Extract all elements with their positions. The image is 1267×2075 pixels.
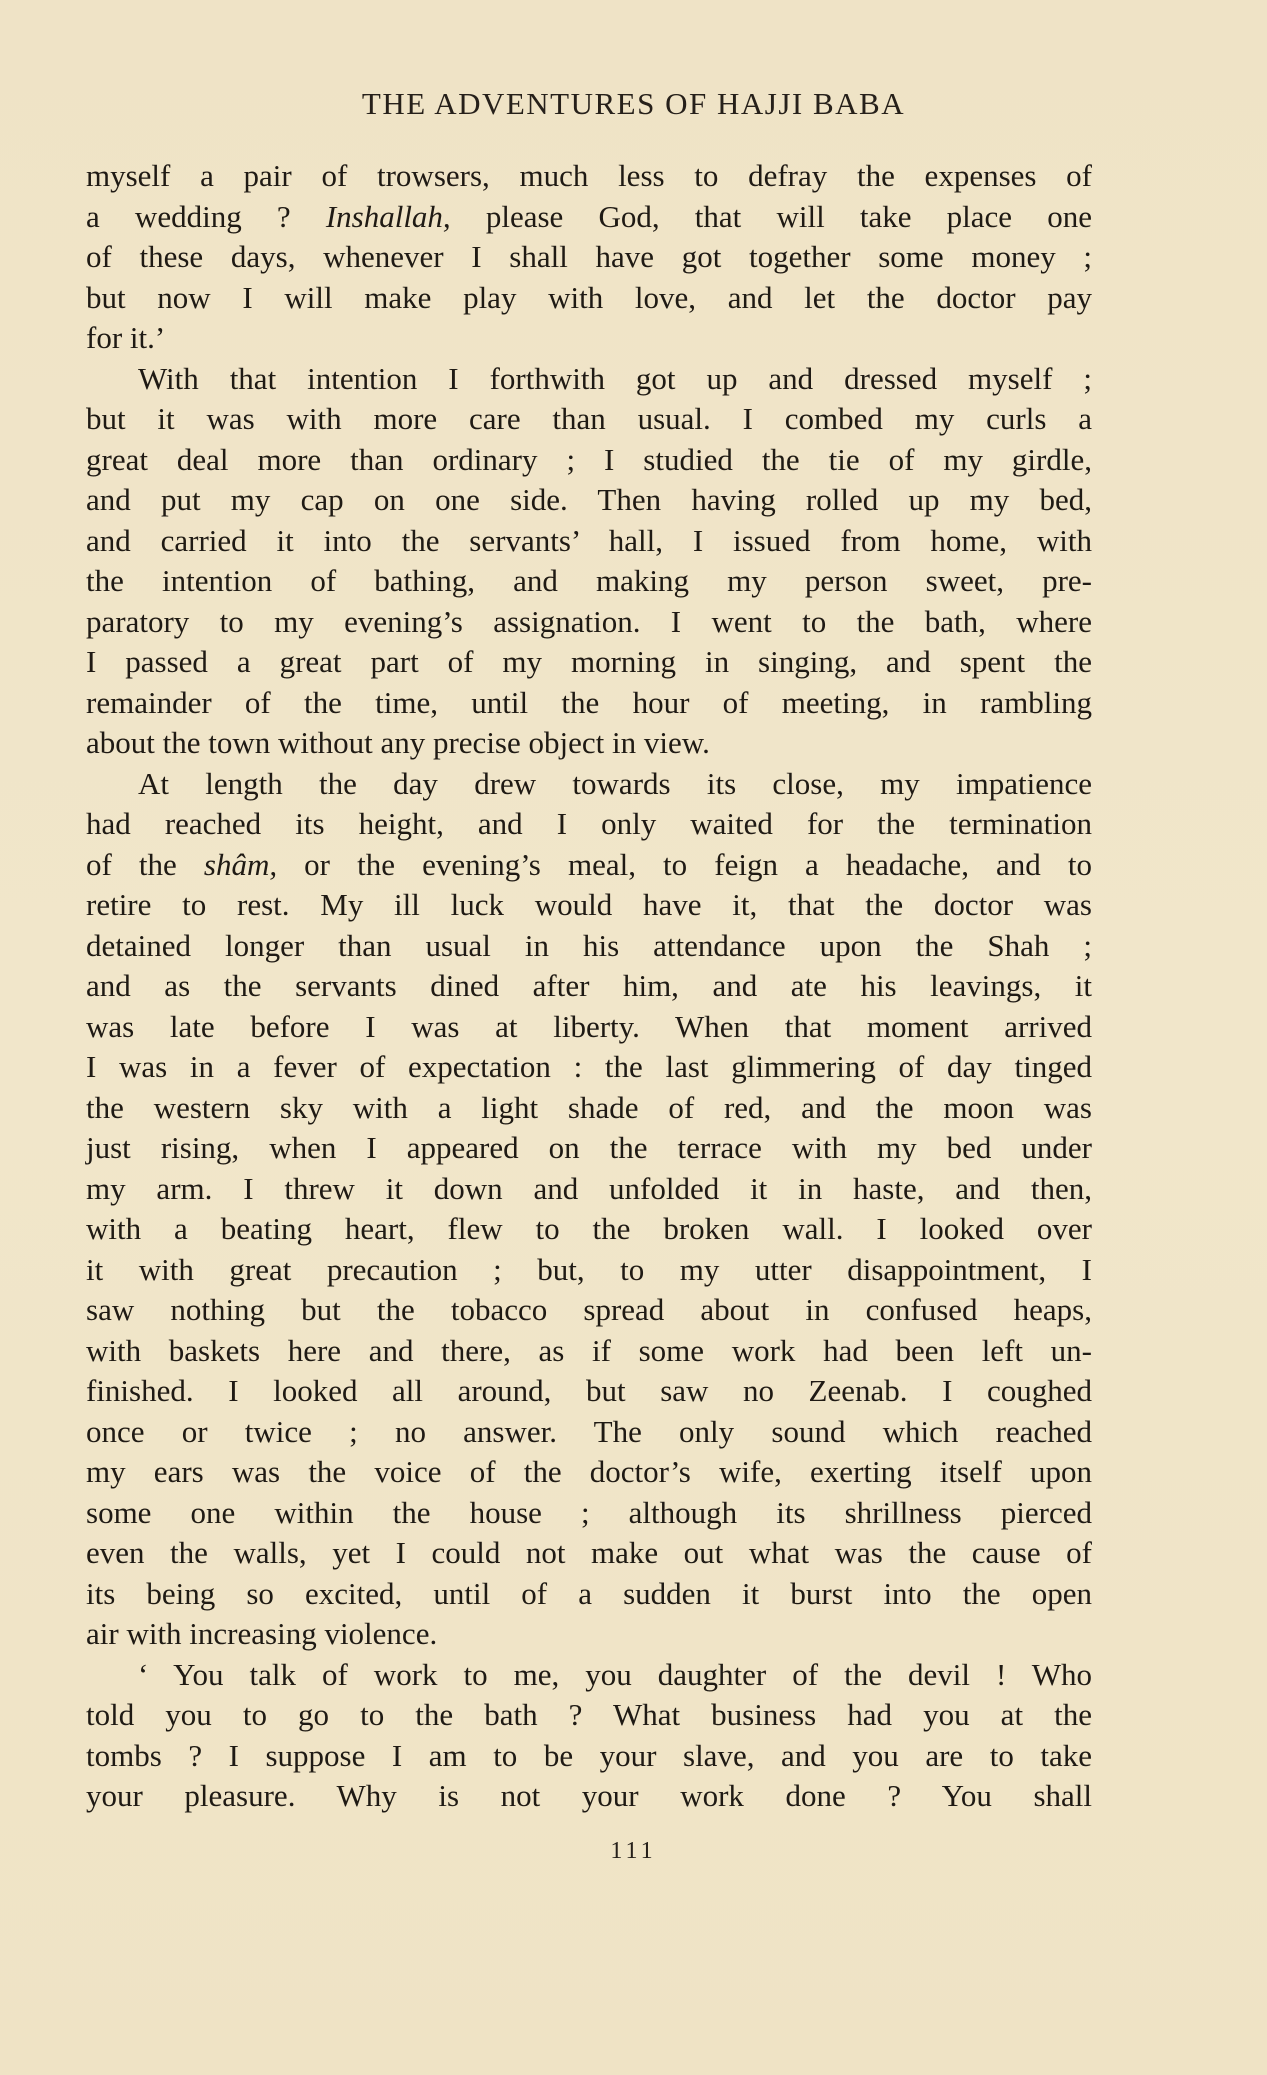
text-run: was late before I was at liberty. When that moment arrived: [86, 1008, 1092, 1044]
text-line: [86, 1776, 1092, 1817]
text-run: and put my cap on one side. Then having rolled up my bed,: [86, 482, 1092, 517]
text-run: for it.’: [86, 320, 166, 355]
text-run: I was in a fever of expectation : the last glimmering of day tinged: [86, 1049, 1092, 1084]
text-line: [86, 1736, 1092, 1777]
text-run: finished. I looked all around, but saw no Zeenab. I coughed: [86, 1373, 1092, 1408]
body-text: [86, 156, 1092, 1817]
text-line: [86, 926, 1092, 967]
text-run: paratory to my evening’s assignation. I went to the bath, where: [86, 603, 1092, 639]
text-run: great deal more than ordinary ; I studied the tie of my girdle,: [86, 441, 1092, 477]
text-line: [86, 602, 1092, 643]
text-run: its being so excited, until of a sudden it burst into the open: [86, 1575, 1092, 1611]
text-line: [86, 480, 1092, 521]
text-run: With that intention I forthwith got up and dressed myself ;: [138, 360, 1092, 396]
text-line: [86, 1250, 1092, 1291]
page-number: 111: [610, 1838, 657, 1864]
text-run: and as the servants dined after him, and ate his leavings, it: [86, 968, 1092, 1003]
text-run: even the walls, yet I could not make out what was the cause of: [86, 1535, 1092, 1570]
text-line: [86, 318, 1092, 359]
text-line: [86, 521, 1092, 562]
text-line: [86, 804, 1092, 845]
text-run: ‘ You talk of work to me, you daughter of the devil ! Who: [138, 1656, 1092, 1692]
italic-word: shâm,: [203, 846, 278, 882]
text-line: [86, 561, 1092, 602]
text-line: [86, 845, 1092, 886]
text-line: [86, 156, 1092, 197]
text-run: but it was with more care than usual. I combed my curls a: [86, 401, 1092, 436]
text-line: [86, 440, 1092, 481]
text-run: of these days, whenever I shall have got together some money ;: [86, 239, 1092, 274]
text-run: once or twice ; no answer. The only sound which reached: [86, 1413, 1092, 1449]
text-line: [86, 1169, 1092, 1210]
text-run: tombs ? I suppose I am to be your slave, and you are to take: [86, 1737, 1092, 1773]
text-run: it with great precaution ; but, to my utter disappointment, I: [86, 1251, 1092, 1287]
text-line: [86, 683, 1092, 724]
text-run: I passed a great part of my morning in singing, and spent the: [86, 644, 1092, 679]
text-run: just rising, when I appeared on the terrace with my bed under: [86, 1130, 1092, 1165]
text-line: [86, 1331, 1092, 1372]
text-run: saw nothing but the tobacco spread about in confused heaps,: [86, 1292, 1092, 1327]
text-run: and carried it into the servants’ hall, I issued from home, with: [86, 522, 1092, 558]
text-line: [86, 642, 1092, 683]
text-line: [86, 1614, 1092, 1655]
text-run: retire to rest. My ill luck would have it, that the doctor was: [86, 887, 1092, 922]
text-line: [86, 1574, 1092, 1615]
text-line: [86, 1290, 1092, 1331]
text-run: please God, that will take place one: [450, 198, 1092, 234]
text-line: [86, 1128, 1092, 1169]
text-run: the western sky with a light shade of red, and the moon was: [86, 1089, 1092, 1125]
text-run: with baskets here and there, as if some work had been left un-: [86, 1332, 1092, 1368]
text-run: At length the day drew towards its close, my impatience: [138, 765, 1092, 801]
text-run: of the: [86, 846, 204, 882]
text-run: the intention of bathing, and making my person sweet, pre-: [86, 563, 1092, 598]
italic-word: Inshallah,: [325, 198, 451, 234]
text-line: [86, 197, 1092, 238]
text-line: [86, 1371, 1092, 1412]
running-head: THE ADVENTURES OF HAJJI BABA: [361, 86, 906, 121]
text-line: [86, 1655, 1092, 1696]
text-line: [86, 1209, 1092, 1250]
text-run: my ears was the voice of the doctor’s wife, exerting itself upon: [86, 1454, 1092, 1489]
text-line: [86, 1412, 1092, 1453]
text-run: or the evening’s meal, to feign a headache, and to: [277, 846, 1093, 882]
text-line: [86, 1088, 1092, 1129]
text-run: about the town without any precise object in view.: [86, 725, 710, 760]
text-line: [86, 1493, 1092, 1534]
text-line: [86, 1452, 1092, 1493]
text-run: some one within the house ; although its shrillness pierced: [86, 1494, 1092, 1530]
text-run: but now I will make play with love, and let the doctor pay: [86, 279, 1092, 315]
text-run: had reached its height, and I only waited for the termination: [86, 806, 1092, 841]
text-line: [86, 359, 1092, 400]
text-run: air with increasing violence.: [86, 1616, 438, 1651]
text-run: a wedding ?: [86, 198, 326, 234]
text-run: myself a pair of trowsers, much less to defray the expenses of: [86, 158, 1092, 193]
text-line: [86, 966, 1092, 1007]
text-line: [86, 1533, 1092, 1574]
text-line: [86, 723, 1092, 764]
text-line: [86, 1007, 1092, 1048]
text-line: [86, 764, 1092, 805]
text-line: [86, 1047, 1092, 1088]
text-line: [86, 237, 1092, 278]
text-run: remainder of the time, until the hour of meeting, in rambling: [86, 684, 1092, 720]
text-run: with a beating heart, flew to the broken wall. I looked over: [86, 1211, 1092, 1246]
text-run: told you to go to the bath ? What business had you at the: [86, 1697, 1092, 1732]
text-run: your pleasure. Why is not your work done ? You shall: [86, 1778, 1092, 1813]
text-run: my arm. I threw it down and unfolded it in haste, and then,: [86, 1170, 1092, 1206]
text-line: [86, 1695, 1092, 1736]
text-line: [86, 278, 1092, 319]
text-run: detained longer than usual in his attendance upon the Shah ;: [86, 927, 1092, 963]
text-line: [86, 885, 1092, 926]
text-line: [86, 399, 1092, 440]
